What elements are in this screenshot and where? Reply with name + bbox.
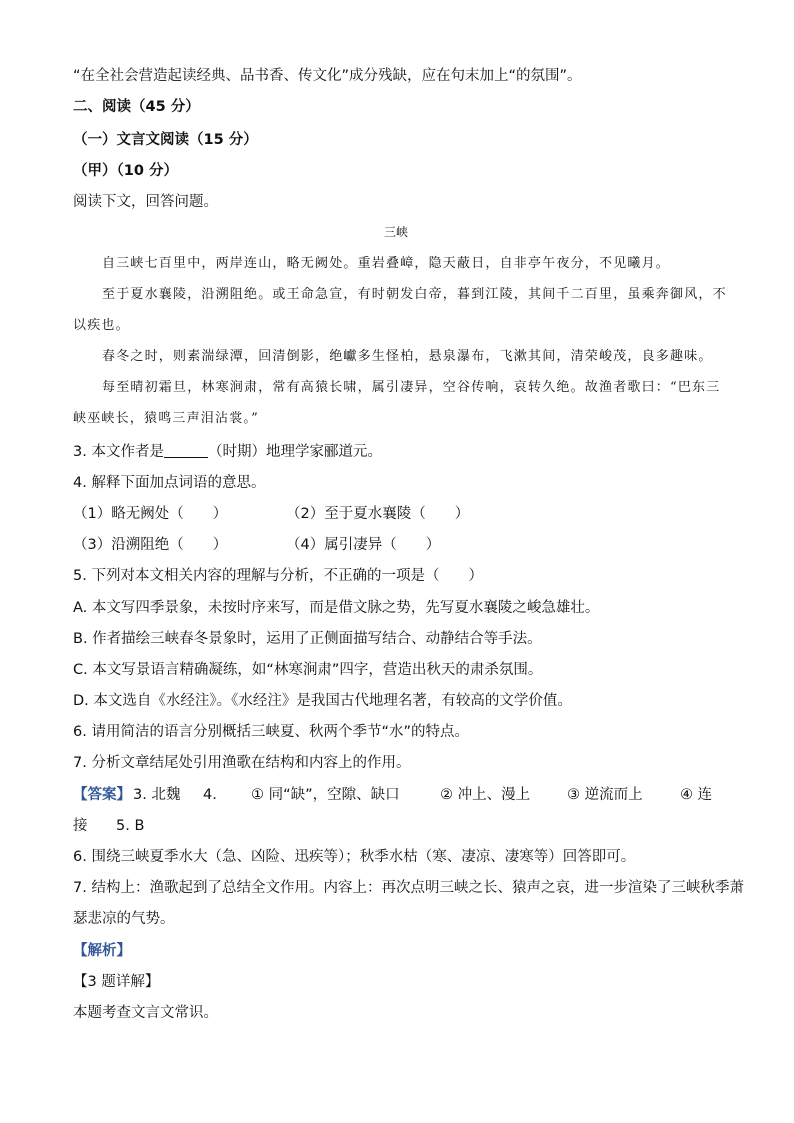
question-7: 7. 分析文章结尾处引用渔歌在结构和内容上的作用。 [73,755,411,771]
answer-4-item-3: ③ 逆流而上 [567,787,643,803]
answer-4-continuation: 接 [73,818,88,834]
answer-4-item-1: ① 同“缺”，空隙、缺口 [251,787,400,803]
question-4-item-1: （1）略无阙处（ ） [73,506,228,522]
question-3 [73,442,382,462]
answer-4-item-2: ② 冲上、漫上 [440,787,531,803]
question-3-after: （时期）地理学家郦道元。 [207,444,382,460]
question-5-option-a: A. 本文写四季景象，未按时序来写，而是借文脉之势，先写夏水襄陵之峻急雄壮。 [73,600,600,616]
answer-5: 5. B [116,818,145,834]
analysis-label: 【解析】 [73,943,131,959]
passage-paragraph-4-line-2: 峡巫峡长，猿鸣三声泪沾裳。” [73,411,259,426]
answer-3: 3. 北魏 [133,787,181,803]
question-5-stem: 5. 下列对本文相关内容的理解与分析，不正确的一项是（ ） [73,568,483,584]
section-heading: 二、阅读（45 分） [73,99,200,115]
answer-6: 6. 围绕三峡夏季水大（急、凶险、迅疾等）；秋季水枯（寒、凄凉、凄寒等）回答即可。 [73,849,636,865]
answer-4-item-4: ④ 连 [680,787,713,803]
question-5-option-c: C. 本文写景语言精确凝练，如“林寒涧肃”四字，营造出秋天的肃杀氛围。 [73,662,543,678]
question-4-item-3: （3）沿溯阻绝（ ） [73,537,228,553]
subsection-heading: （一）文言文阅读（15 分） [73,132,258,148]
part-heading: （甲）（10 分） [73,163,178,179]
passage-paragraph-2-line-1: 至于夏水襄陵，沿溯阻绝。或王命急宣，有时朝发白帝，暮到江陵，其间千二百里，虽乘奔御风，不 [102,287,727,302]
passage-title: 三峡 [384,225,409,239]
question-4-item-4: （4）属引凄异（ ） [286,537,441,553]
question-5-option-d: D. 本文选自《水经注》。《水经注》是我国古代地理名著，有较高的文学价值。 [73,693,572,709]
passage-paragraph-2-line-2: 以疾也。 [73,318,130,333]
passage-paragraph-3: 春冬之时，则素湍绿潭，回清倒影，绝巘多生怪柏，悬泉瀑布，飞漱其间，清荣峻茂，良多趣味。 [102,349,713,364]
question-4-stem: 4. 解释下面加点词语的意思。 [73,475,266,491]
detail-label: 【3 题详解】 [73,974,160,990]
instruction: 阅读下文，回答问题。 [73,194,218,210]
answer-7-line-1: 7. 结构上：渔歌起到了总结全文作用。内容上：再次点明三峡之长、猿声之哀，进一步渲染了三峡秋季萧 [73,880,744,896]
intro-line: “在全社会营造起读经典、品书香、传文化”成分残缺，应在句末加上“的氛围”。 [73,68,582,84]
passage-paragraph-1: 自三峡七百里中，两岸连山，略无阙处。重岩叠嶂，隐天蔽日，自非亭午夜分，不见曦月。 [102,256,671,271]
question-4-item-2: （2）至于夏水襄陵（ ） [286,506,470,522]
question-6: 6. 请用简洁的语言分别概括三峡夏、秋两个季节“水”的特点。 [73,724,469,740]
detail-text: 本题考查文言文常识。 [73,1005,218,1021]
passage-paragraph-4-line-1: 每至晴初霜旦，林寒涧肃，常有高猿长啸，属引凄异，空谷传响，哀转久绝。故渔者歌曰：“巴东三 [102,380,721,395]
question-3-before: 3. 本文作者是 [73,444,164,460]
answer-blank[interactable] [164,443,208,458]
question-5-option-b: B. 作者描绘三峡春冬景象时，运用了正侧面描写结合、动静结合等手法。 [73,631,542,647]
answer-7-line-2: 瑟悲凉的气势。 [73,911,175,927]
answer-4-number: 4. [203,787,217,803]
answer-label: 【答案】 [73,787,131,803]
